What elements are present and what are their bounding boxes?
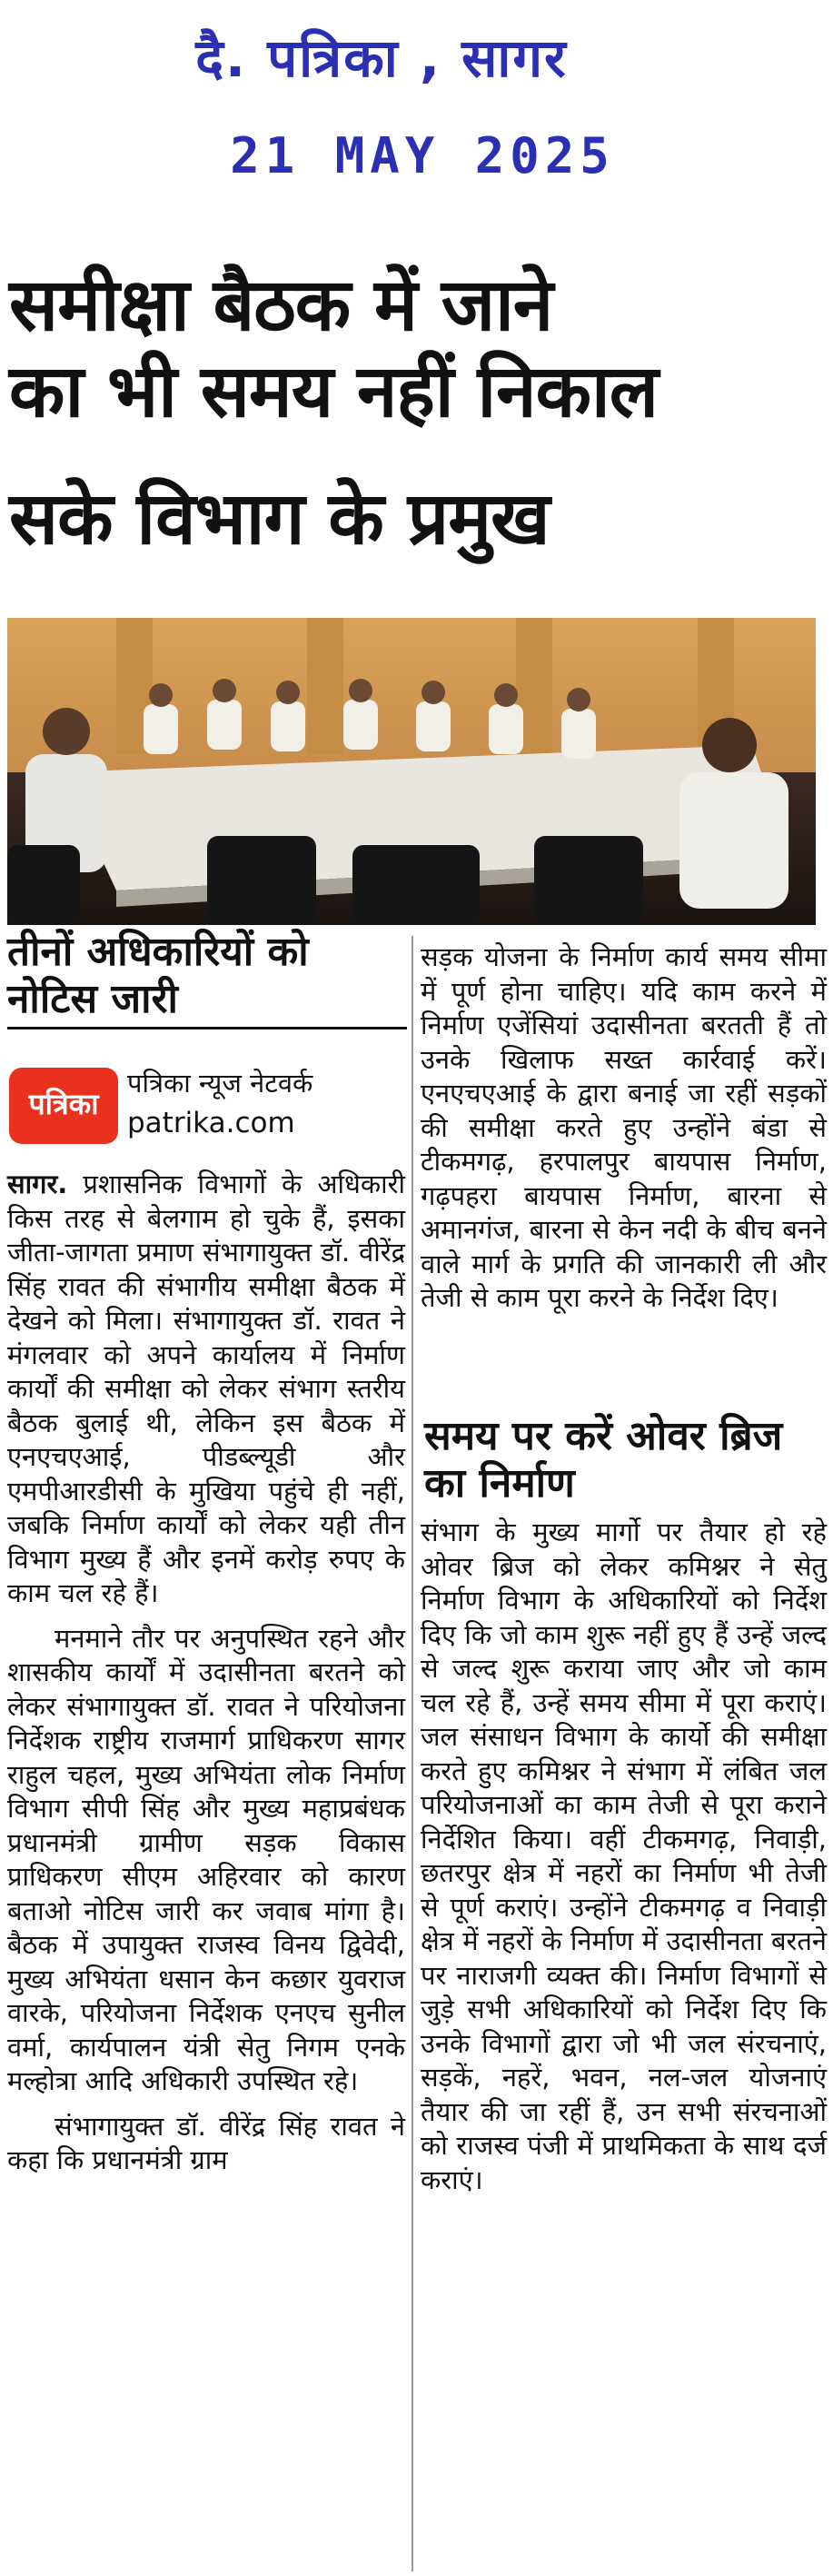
column-divider [412, 936, 413, 2571]
article-paragraph-4: सड़क योजना के निर्माण कार्य समय सीमा में पूर्ण होना चाहिए। यदि काम करने में निर्माण एजेंसियां उदासीनता बरतती हैं तो उनके खिलाफ सख्त कार्रवाई करें। एनएचएआई के द्वारा बनाई जा रहीं सड़कों की समीक्षा करते हुए उन्होंने बंडा से टीकमगढ़, हरपालपुर बायपास निर्माण, गढ़पहरा बायपास निर्माण, बारना से अमानगंज, बारना से केन नदी के बीच बनने वाले मार्ग के प्रगति की जानकारी ली और तेजी से काम पूरा करने के निर्देश दिए। [421, 941, 827, 1313]
headline-line3: सके विभाग के प्रमुख [9, 476, 550, 561]
meeting-photo [7, 618, 816, 925]
article-right-column-lower [421, 1516, 827, 2197]
article-paragraph-5: संभाग के मुख्य मार्गो पर तैयार हो रहे ओवर ब्रिज को लेकर कमिश्नर ने सेतु निर्माण विभाग के अधिकारियों को निर्देश दिए कि जो काम शुरू नहीं हुए हैं उन्हें जल्द से जल्द शुरू कराया जाए और जो काम चल रहे हैं, उन्हें समय सीमा में पूरा कराएं। जल संसाधन विभाग के कार्यो की समीक्षा करते हुए कमिश्नर ने संभाग में लंबित जल परियोजनाओं का काम तेजी से पूरा कराने निर्देशित किया। वहीं टीकमगढ़, निवाड़ी, छतरपुर क्षेत्र में नहरों का निर्माण भी तेजी से पूर्ण कराएं। उन्होंने टीकमगढ़ व निवाड़ी क्षेत्र में नहरों के निर्माण में उदासीनता बरतने पर नाराजगी व्यक्त की। निर्माण विभागों से जुड़े सभी अधिकारियों को निर्देश दिए कि उनके विभागों द्वारा जो भी जल संरचनाएं, सड़कें, नहरें, भवन, नल-जल योजनाएं तैयार की जा रहीं हैं, उन सभी संरचनाओं को राजस्व पंजी में प्राथमिकता के साथ दर्ज कराएं। [421, 1517, 827, 2195]
dateline: सागर. [7, 1169, 68, 1199]
meeting-photo-illustration [7, 618, 816, 925]
article-paragraph-2: मनमाने तौर पर अनुपस्थित रहने और शासकीय कार्यों में उदासीनता बरतने को लेकर संभागायुक्त डॉ. रावत ने परियोजना निर्देशक राष्ट्रीय राजमार्ग प्राधिकरण सागर राहुल चहल, मुख्य अभियंता लोक निर्माण विभाग सीपी सिंह और मुख्य महाप्रबंधक प्रधानमंत्री ग्रामीण सड़क विकास प्राधिकरण सीएम अहिरवार को कारण बताओ नोटिस जारी कर जवाब मांगा है। बैठक में उपायुक्त राजस्व विनय द्विवेदी, मुख्य अभियंता धसान केन कछार युवराज वारके, परियोजना निर्देशक एनएच सुनील वर्मा, कार्यपालन यंत्री सेतु निगम एनके मल्होत्रा आदि अधिकारी उपस्थित रहे। [7, 1622, 405, 2096]
newspaper-date-stamp: 21 MAY 2025 [230, 127, 615, 184]
paragraph-text: प्रशासनिक विभागों के अधिकारी किस तरह से बेलगाम हो चुके हैं, इसका जीता-जागता प्रमाण संभागायुक्त डॉ. वीरेंद्र सिंह रावत की संभागीय समीक्षा बैठक में देखने को मिला। संभागायुक्त डॉ. रावत ने मंगलवार को अपने कार्यालय में निर्माण कार्यों की समीक्षा को लेकर संभाग स्तरीय बैठक बुलाई थी, लेकिन इस बैठक में एनएचएआई, पीडब्ल्यूडी और एमपीआरडीसी के मुखिया पहुंचे ही नहीं, जबकि निर्माण कार्यों को लेकर यही तीन विभाग मुख्य हैं और इनमें करोड़ रुपए के काम चल रहे हैं। [7, 1169, 405, 1608]
byline-website: patrika.com [127, 1107, 295, 1139]
article-paragraph-3: संभागायुक्त डॉ. वीरेंद्र सिंह रावत ने कहा कि प्रधानमंत्री ग्राम [7, 2110, 405, 2175]
subhead-overbridge: समय पर करें ओवर ब्रिज का निर्माण [424, 1413, 783, 1507]
headline-line2: का भी समय नहीं निकाल [9, 349, 658, 433]
subhead-notice: तीनों अधिकारियों को नोटिस जारी [7, 929, 309, 1022]
newspaper-stamp-line1: दै. पत्रिका , सागर [195, 27, 568, 89]
divider-rule [7, 1027, 407, 1029]
article-left-column [7, 1168, 405, 2178]
patrika-logo-text: पत्रिका [28, 1087, 99, 1121]
headline-line1: समीक्षा बैठक में जाने [9, 263, 553, 347]
article-paragraph-1 [7, 1168, 405, 1611]
patrika-logo [9, 1068, 118, 1144]
byline-network: पत्रिका न्यूज नेटवर्क [127, 1068, 313, 1099]
article-right-column [421, 940, 827, 1316]
